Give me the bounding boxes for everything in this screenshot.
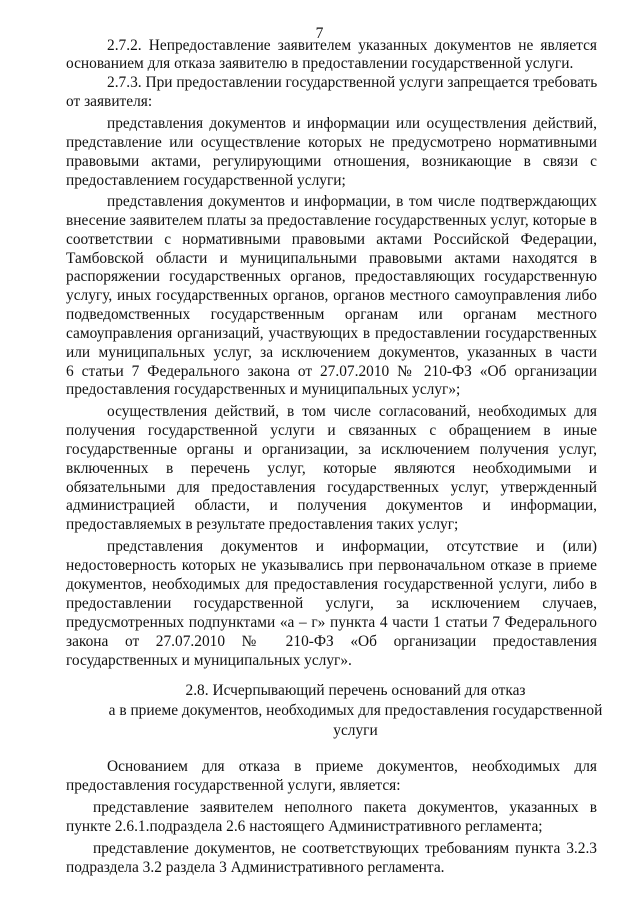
- text-line: представление документов, не соответствующих требованиям пункта 3.2.3: [93, 840, 597, 857]
- text-line: Тамбовской области и муниципальными правовыми актами находятся в: [66, 250, 597, 267]
- text-line: представления документов и информации, в том числе подтверждающих: [107, 193, 597, 210]
- text-line: обязательными для предоставления государственных услуг, утвержденный: [66, 479, 597, 496]
- text-line: основанием для отказа заявителю в предоставлении государственной услуги.: [66, 55, 574, 72]
- page-number: 7: [315, 25, 324, 42]
- text-line: представления документов и информации или осуществления действий,: [107, 115, 597, 132]
- text-line: документов, необходимых для предоставления государственной услуги, либо в: [66, 576, 597, 593]
- text-line: государственные органы и организации, за исключением получения услуг,: [66, 441, 597, 458]
- text-line: пункте 2.6.1.подраздела 2.6 настоящего Административного регламента;: [66, 818, 543, 835]
- text-line: включенных в перечень услуг, которые являются необходимыми и: [66, 460, 597, 477]
- text-line: получения государственной услуги и связанных с обращением в иные: [66, 422, 597, 439]
- text-line: самоуправления организаций, участвующих в предоставлении государственных: [66, 325, 597, 342]
- text-line: или муниципальных услуг, за исключением документов, указанных в части: [66, 344, 597, 361]
- text-line: 2.7.3. При предоставлении государственной услуги запрещается требовать: [107, 74, 598, 91]
- text-line: администрацией области, и получения документов и информации,: [66, 497, 597, 514]
- text-line: внесение заявителем платы за предоставление государственных услуг, которые в: [66, 212, 597, 229]
- text-line: предоставляемых в результате предоставления таких услуг;: [66, 516, 459, 533]
- text-line: представление или осуществление которых не предусмотрено нормативными: [66, 134, 597, 151]
- text-line: представления документов и информации, отсутствие и (или): [107, 538, 597, 555]
- text-line: Основанием для отказа в приеме документов, необходимых для: [107, 758, 597, 775]
- text-line: услугу, иных государственных органов, органов местного самоуправления либо: [66, 287, 597, 304]
- text-line: осуществления действий, в том числе согласований, необходимых для: [107, 403, 597, 420]
- text-line: распоряжении государственных органов, предоставляющих государственную: [66, 268, 597, 285]
- text-line: правовыми актами, регулирующими отношения, возникающие в связи с: [66, 153, 597, 170]
- text-line: государственных и муниципальных услуг».: [66, 652, 352, 669]
- text-line: предоставления государственных и муниципальных услуг»;: [66, 381, 461, 398]
- section-heading: услуги: [333, 722, 378, 739]
- text-line: закона от 27.07.2010 № 210-ФЗ «Об организации предоставления: [66, 633, 597, 650]
- text-line: предоставлении государственной услуги, за исключением случаев,: [66, 595, 597, 612]
- section-heading: 2.8. Исчерпывающий перечень оснований для отказ: [185, 682, 526, 699]
- section-heading: а в приеме документов, необходимых для предоставления государственной: [108, 702, 603, 719]
- text-line: подраздела 3.2 раздела 3 Административного регламента.: [66, 859, 445, 876]
- text-line: предусмотренных подпунктами «а – г» пункта 4 части 1 статьи 7 Федерального: [66, 614, 597, 631]
- text-line: представление заявителем неполного пакета документов, указанных в: [93, 799, 597, 816]
- text-line: 2.7.2. Непредоставление заявителем указанных документов не является: [107, 37, 597, 54]
- text-line: соответствии с нормативными правовыми актами Российской Федерации,: [66, 231, 597, 248]
- text-line: предоставления государственной услуги, является:: [66, 777, 401, 794]
- text-line: 6 статьи 7 Федерального закона от 27.07.2010 № 210-ФЗ «Об организации: [66, 363, 597, 380]
- text-line: подведомственных государственным органам или органам местного: [66, 306, 597, 323]
- text-line: предоставлением государственной услуги;: [66, 172, 346, 189]
- text-line: от заявителя:: [66, 93, 153, 110]
- text-line: недостоверность которых не указывались при первоначальном отказе в приеме: [66, 557, 597, 574]
